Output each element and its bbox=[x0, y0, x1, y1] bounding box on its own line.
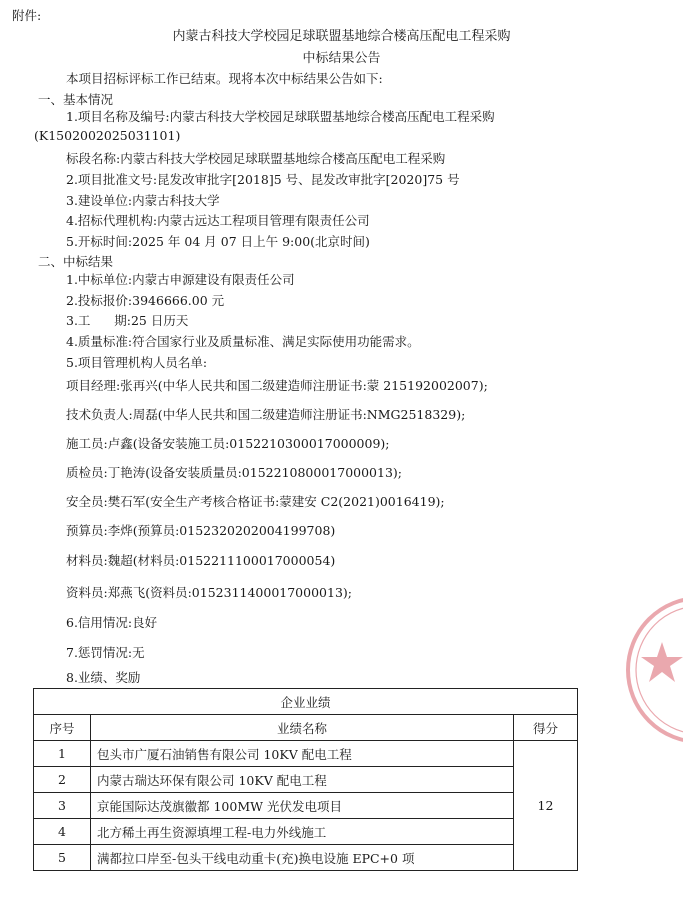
construction-period: 3.工 期:25 日历天 bbox=[66, 313, 189, 328]
row-number: 3 bbox=[34, 793, 91, 819]
row-number: 4 bbox=[34, 819, 91, 845]
performance-name: 满都拉口岸至-包头干线电动重卡(充)换电设施 EPC+0 项 bbox=[91, 845, 514, 871]
table-caption: 企业业绩 bbox=[34, 689, 578, 715]
staff-quality-inspector: 质检员:丁艳涛(设备安装质量员:0152210800017000013); bbox=[66, 465, 402, 480]
table-row bbox=[34, 819, 578, 845]
document-title-line2: 中标结果公告 bbox=[302, 51, 381, 66]
row-number: 2 bbox=[34, 767, 91, 793]
seal-star-icon bbox=[641, 642, 683, 682]
section-heading-result: 二、中标结果 bbox=[38, 254, 114, 269]
table-caption-row bbox=[34, 689, 578, 715]
column-header-no: 序号 bbox=[34, 715, 91, 741]
performance-name: 北方稀土再生资源填埋工程-电力外线施工 bbox=[91, 819, 514, 845]
penalty-status: 7.惩罚情况:无 bbox=[66, 645, 145, 660]
table-row bbox=[34, 767, 578, 793]
staff-safety-officer: 安全员:樊石军(安全生产考核合格证书:蒙建安 C2(2021)0016419); bbox=[66, 494, 445, 509]
table-row bbox=[34, 845, 578, 871]
column-header-score: 得分 bbox=[514, 715, 578, 741]
bid-opening-time: 5.开标时间:2025 年 04 月 07 日上午 9:00(北京时间) bbox=[66, 234, 370, 249]
performance-name: 内蒙古瑞达环保有限公司 10KV 配电工程 bbox=[91, 767, 514, 793]
staff-construction-worker: 施工员:卢鑫(设备安装施工员:0152210300017000009); bbox=[66, 436, 390, 451]
row-number: 1 bbox=[34, 741, 91, 767]
performance-name: 包头市广厦石油销售有限公司 10KV 配电工程 bbox=[91, 741, 514, 767]
performance-heading: 8.业绩、奖励 bbox=[66, 670, 141, 685]
row-number: 5 bbox=[34, 845, 91, 871]
attachment-label: 附件: bbox=[12, 8, 42, 23]
staff-document-officer: 资料员:郑燕飞(资料员:0152311400017000013); bbox=[66, 585, 352, 600]
performance-name: 京能国际达茂旗徽都 100MW 光伏发电项目 bbox=[91, 793, 514, 819]
staff-project-manager: 项目经理:张再兴(中华人民共和国二级建造师注册证书:蒙 215192002007); bbox=[66, 378, 488, 393]
bid-price: 2.投标报价:3946666.00 元 bbox=[66, 293, 225, 308]
performance-table bbox=[33, 688, 578, 871]
tender-agency: 4.招标代理机构:内蒙古远达工程项目管理有限责任公司 bbox=[66, 213, 370, 228]
total-score: 12 bbox=[514, 741, 578, 871]
lot-name: 标段名称:内蒙古科技大学校园足球联盟基地综合楼高压配电工程采购 bbox=[66, 151, 446, 166]
table-header-row bbox=[34, 715, 578, 741]
intro-paragraph: 本项目招标评标工作已结束。现将本次中标结果公告如下: bbox=[66, 71, 383, 86]
staff-technical-lead: 技术负责人:周磊(中华人民共和国二级建造师注册证书:NMG2518329); bbox=[66, 407, 466, 422]
winning-bidder: 1.中标单位:内蒙古申源建设有限责任公司 bbox=[66, 272, 295, 287]
table-row bbox=[34, 793, 578, 819]
official-seal-stamp bbox=[620, 590, 683, 750]
construction-unit: 3.建设单位:内蒙古科技大学 bbox=[66, 193, 220, 208]
document-title-line1: 内蒙古科技大学校园足球联盟基地综合楼高压配电工程采购 bbox=[172, 29, 511, 44]
approval-number: 2.项目批准文号:昆发改审批字[2018]5 号、昆发改审批字[2020]75 号 bbox=[66, 172, 460, 187]
project-code: (K1502002025031101) bbox=[34, 128, 181, 143]
quality-standard: 4.质量标准:符合国家行业及质量标准、满足实际使用功能需求。 bbox=[66, 334, 420, 349]
credit-status: 6.信用情况:良好 bbox=[66, 615, 158, 630]
section-heading-basic: 一、基本情况 bbox=[38, 92, 114, 107]
column-header-name: 业绩名称 bbox=[91, 715, 514, 741]
project-name-line: 1.项目名称及编号:内蒙古科技大学校园足球联盟基地综合楼高压配电工程采购 bbox=[66, 109, 495, 124]
table-row bbox=[34, 741, 578, 767]
staff-list-heading: 5.项目管理机构人员名单: bbox=[66, 355, 208, 370]
staff-material-officer: 材料员:魏超(材料员:0152211100017000054) bbox=[66, 553, 336, 568]
staff-budget-officer: 预算员:李烨(预算员:0152320202004199708) bbox=[66, 523, 336, 538]
